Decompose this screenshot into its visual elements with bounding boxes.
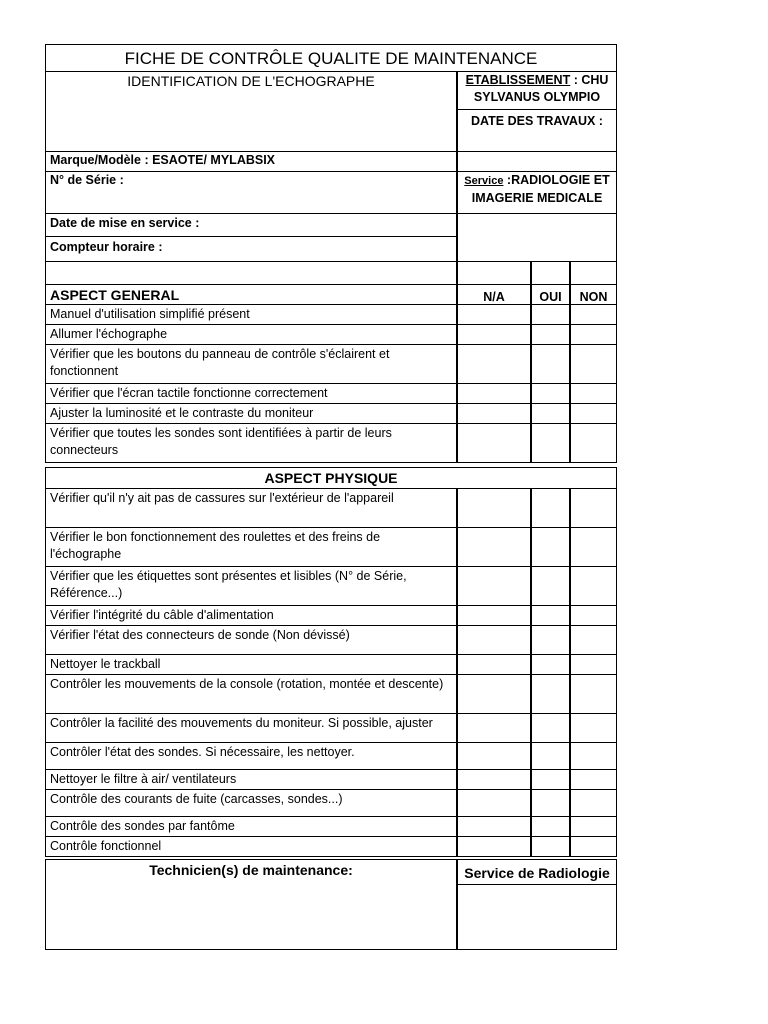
general-item-6-non-checkbox[interactable] bbox=[570, 423, 617, 463]
general-item-3-oui-checkbox[interactable] bbox=[531, 344, 570, 384]
physical-item-11-non-checkbox[interactable] bbox=[570, 789, 617, 817]
date-label: DATE DES TRAVAUX : bbox=[471, 114, 603, 128]
physical-item-4-non-checkbox[interactable] bbox=[570, 605, 617, 626]
physical-item-7-na-checkbox[interactable] bbox=[457, 674, 531, 714]
general-item-5-non-checkbox[interactable] bbox=[570, 403, 617, 424]
physical-item-11-oui-checkbox[interactable] bbox=[531, 789, 570, 817]
general-item-4-label: Vérifier que l'écran tactile fonctionne correctement bbox=[50, 386, 328, 400]
general-item-4-oui-checkbox[interactable] bbox=[531, 383, 570, 404]
general-item-2-na-checkbox[interactable] bbox=[457, 324, 531, 345]
physical-item-2-na-checkbox[interactable] bbox=[457, 527, 531, 567]
general-item-6-oui-checkbox[interactable] bbox=[531, 423, 570, 463]
physical-item-11-label: Contrôle des courants de fuite (carcasses, sondes...) bbox=[50, 792, 343, 806]
physical-item-12-na-checkbox[interactable] bbox=[457, 816, 531, 837]
physical-item-12-non-checkbox[interactable] bbox=[570, 816, 617, 837]
physical-item-4-na-checkbox[interactable] bbox=[457, 605, 531, 626]
general-item-4-na-checkbox[interactable] bbox=[457, 383, 531, 404]
physical-item-4-oui-checkbox[interactable] bbox=[531, 605, 570, 626]
general-item-1-non-checkbox[interactable] bbox=[570, 304, 617, 325]
physical-item-5-oui-checkbox[interactable] bbox=[531, 625, 570, 655]
physical-item-7-oui-checkbox[interactable] bbox=[531, 674, 570, 714]
general-item-1-label: Manuel d'utilisation simplifié présent bbox=[50, 307, 250, 321]
general-item-1-na-checkbox[interactable] bbox=[457, 304, 531, 325]
physical-item-5-label: Vérifier l'état des connecteurs de sonde (Non dévissé) bbox=[50, 628, 350, 642]
physical-item-13-na-checkbox[interactable] bbox=[457, 836, 531, 857]
physical-item-6-na-checkbox[interactable] bbox=[457, 654, 531, 675]
physical-item-6-oui-checkbox[interactable] bbox=[531, 654, 570, 675]
establishment-value: : CHU SYLVANUS OLYMPIO bbox=[473, 73, 609, 104]
general-item-3-label: Vérifier que les boutons du panneau de contrôle s'éclairent et fonctionnent bbox=[50, 347, 390, 378]
form-title: FICHE DE CONTRÔLE QUALITE DE MAINTENANCE bbox=[124, 49, 538, 68]
physical-item-12-label: Contrôle des sondes par fantôme bbox=[50, 819, 235, 833]
physical-item-2-oui-checkbox[interactable] bbox=[531, 527, 570, 567]
blank-row bbox=[45, 261, 457, 285]
brand-model-right bbox=[457, 151, 617, 172]
commission-hours-right bbox=[457, 213, 617, 262]
physical-item-8-oui-checkbox[interactable] bbox=[531, 713, 570, 743]
hour-counter-label: Compteur horaire : bbox=[50, 240, 163, 254]
physical-item-10-na-checkbox[interactable] bbox=[457, 769, 531, 790]
service-block bbox=[461, 172, 613, 207]
physical-item-1-label: Vérifier qu'il n'y ait pas de cassures sur l'extérieur de l'appareil bbox=[50, 491, 394, 505]
general-item-4-non-checkbox[interactable] bbox=[570, 383, 617, 404]
physical-item-8-non-checkbox[interactable] bbox=[570, 713, 617, 743]
general-item-1-oui-checkbox[interactable] bbox=[531, 304, 570, 325]
general-item-3-na-checkbox[interactable] bbox=[457, 344, 531, 384]
service-value: :RADIOLOGIE ET IMAGERIE MEDICALE bbox=[471, 173, 610, 205]
physical-item-5-na-checkbox[interactable] bbox=[457, 625, 531, 655]
brand-model: Marque/Modèle : ESAOTE/ MYLABSIX bbox=[50, 153, 276, 167]
physical-item-6-label: Nettoyer le trackball bbox=[50, 657, 161, 671]
physical-item-11-na-checkbox[interactable] bbox=[457, 789, 531, 817]
physical-item-2-non-checkbox[interactable] bbox=[570, 527, 617, 567]
physical-item-3-na-checkbox[interactable] bbox=[457, 566, 531, 606]
general-item-6-na-checkbox[interactable] bbox=[457, 423, 531, 463]
physical-item-13-oui-checkbox[interactable] bbox=[531, 836, 570, 857]
physical-item-8-na-checkbox[interactable] bbox=[457, 713, 531, 743]
general-item-2-non-checkbox[interactable] bbox=[570, 324, 617, 345]
general-item-5-na-checkbox[interactable] bbox=[457, 403, 531, 424]
radiology-signature-cell[interactable] bbox=[457, 884, 617, 950]
physical-item-1-oui-checkbox[interactable] bbox=[531, 488, 570, 528]
physical-item-7-non-checkbox[interactable] bbox=[570, 674, 617, 714]
physical-item-9-label: Contrôler l'état des sondes. Si nécessaire, les nettoyer. bbox=[50, 745, 355, 759]
physical-item-3-non-checkbox[interactable] bbox=[570, 566, 617, 606]
physical-item-9-oui-checkbox[interactable] bbox=[531, 742, 570, 770]
general-item-5-label: Ajuster la luminosité et le contraste du moniteur bbox=[50, 406, 314, 420]
physical-item-10-non-checkbox[interactable] bbox=[570, 769, 617, 790]
general-item-2-oui-checkbox[interactable] bbox=[531, 324, 570, 345]
service-label: Service bbox=[464, 175, 504, 187]
technicians-label: Technicien(s) de maintenance: bbox=[149, 862, 353, 878]
general-heading: ASPECT GENERAL bbox=[50, 287, 180, 303]
physical-item-1-non-checkbox[interactable] bbox=[570, 488, 617, 528]
physical-item-3-oui-checkbox[interactable] bbox=[531, 566, 570, 606]
physical-item-9-na-checkbox[interactable] bbox=[457, 742, 531, 770]
col-na: N/A bbox=[483, 290, 505, 304]
radiology-service-label: Service de Radiologie bbox=[464, 865, 610, 881]
establishment-label: ETABLISSEMENT bbox=[465, 73, 571, 87]
physical-item-10-label: Nettoyer le filtre à air/ ventilateurs bbox=[50, 772, 237, 786]
blank-non bbox=[570, 261, 617, 285]
physical-item-12-oui-checkbox[interactable] bbox=[531, 816, 570, 837]
physical-item-13-non-checkbox[interactable] bbox=[570, 836, 617, 857]
general-item-6-label: Vérifier que toutes les sondes sont identifiées à partir de leurs connecteurs bbox=[50, 426, 392, 457]
physical-item-13-label: Contrôle fonctionnel bbox=[50, 839, 162, 853]
identification-heading: IDENTIFICATION DE L'ECHOGRAPHE bbox=[127, 73, 375, 89]
establishment-block bbox=[459, 72, 615, 106]
physical-item-3-label: Vérifier que les étiquettes sont présentes et lisibles (N° de Série, Référence...) bbox=[50, 569, 407, 600]
col-non: NON bbox=[579, 290, 608, 304]
physical-item-1-na-checkbox[interactable] bbox=[457, 488, 531, 528]
commission-date-label: Date de mise en service : bbox=[50, 216, 200, 230]
blank-oui bbox=[531, 261, 570, 285]
physical-item-2-label: Vérifier le bon fonctionnement des roulettes et des freins de l'échographe bbox=[50, 530, 381, 561]
col-oui: OUI bbox=[539, 290, 562, 304]
physical-item-5-non-checkbox[interactable] bbox=[570, 625, 617, 655]
physical-item-9-non-checkbox[interactable] bbox=[570, 742, 617, 770]
physical-item-6-non-checkbox[interactable] bbox=[570, 654, 617, 675]
general-item-3-non-checkbox[interactable] bbox=[570, 344, 617, 384]
physical-item-10-oui-checkbox[interactable] bbox=[531, 769, 570, 790]
general-item-2-label: Allumer l'échographe bbox=[50, 327, 168, 341]
physical-heading: ASPECT PHYSIQUE bbox=[264, 470, 398, 486]
general-item-5-oui-checkbox[interactable] bbox=[531, 403, 570, 424]
physical-item-4-label: Vérifier l'intégrité du câble d'alimentation bbox=[50, 608, 274, 622]
serial-label: N° de Série : bbox=[50, 173, 124, 187]
physical-item-8-label: Contrôler la facilité des mouvements du moniteur. Si possible, ajuster bbox=[50, 716, 433, 730]
physical-item-7-label: Contrôler les mouvements de la console (rotation, montée et descente) bbox=[50, 677, 444, 691]
blank-na bbox=[457, 261, 531, 285]
